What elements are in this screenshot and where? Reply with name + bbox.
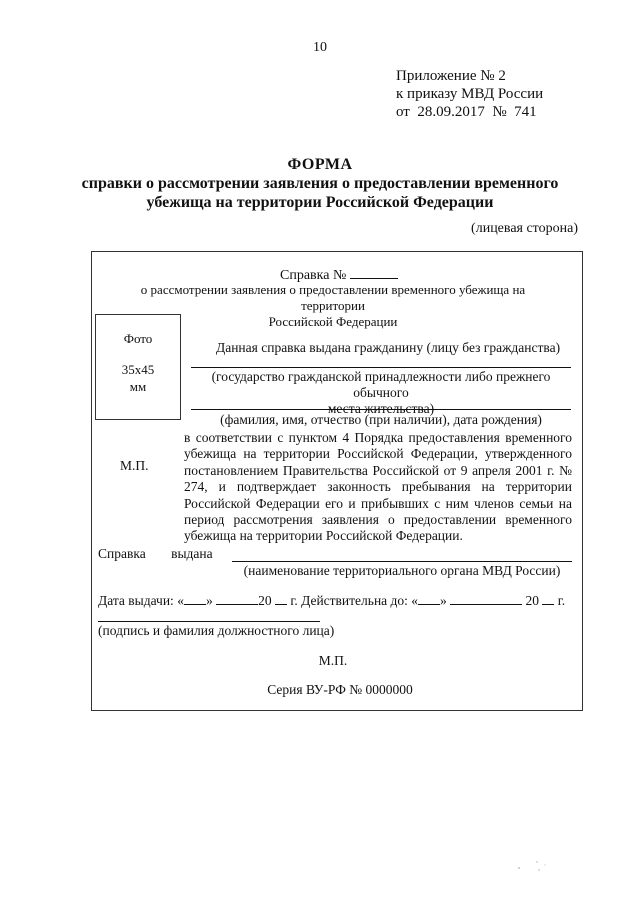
certificate-body-text: в соответствии с пунктом 4 Порядка предоставления временного убежища на территории Российской Федерации, утвержденного постановлением Правительства Российской от 9 апреля 2001 г. № 274, и подтверждает законность пребывания на территории Российской Федерации его и прибывших с ним членов семьи на период рассмотрения заявления о предоставлении временного убежища на территории Российской Федерации. [184, 430, 572, 544]
issued-by-label [98, 546, 213, 562]
valid-month-blank[interactable] [450, 593, 522, 605]
subject-line-2: Российской Федерации [268, 314, 398, 329]
bottom-stamp-place-label: М.П. [318, 653, 348, 668]
signature-caption: (подпись и фамилия должностного лица) [98, 623, 335, 638]
side-note: (лицевая сторона) [471, 221, 578, 236]
issue-year-suffix: г. [290, 593, 298, 608]
photo-dimensions: 35x45 [121, 362, 155, 377]
organ-caption: (наименование территориального органа МВД России) [243, 563, 561, 578]
scan-specks [515, 858, 555, 878]
dates-row [98, 593, 565, 609]
document-title [60, 155, 580, 212]
valid-until-label: Действительна до: [301, 593, 408, 608]
fio-blank-line[interactable] [191, 409, 571, 410]
title-line-3: убежища на территории Российской Федерации [146, 194, 494, 211]
issue-year-prefix: 20 [258, 593, 272, 608]
state-caption-line-2: места жительства) [327, 401, 435, 416]
valid-quote-open: « [411, 593, 419, 608]
vydana-word: выдана [171, 546, 213, 561]
issue-day-blank[interactable] [184, 593, 206, 605]
stamp-place-label: М.П. [120, 458, 149, 473]
subject-line-1: о рассмотрении заявления о предоставлении временного убежища на территории [140, 282, 526, 313]
valid-quote-close: » [440, 593, 447, 608]
series-number: Серия ВУ-РФ № 0000000 [267, 682, 413, 697]
appendix-line-2: к приказу МВД России [396, 86, 544, 102]
issue-date-label: Дата выдачи: [98, 593, 174, 608]
title-line-2: справки о рассмотрении заявления о предоставлении временного [81, 175, 559, 192]
state-blank-line[interactable] [191, 367, 571, 368]
issue-year-blank[interactable] [275, 593, 287, 605]
photo-unit: мм [129, 379, 147, 394]
photo-size [96, 361, 180, 395]
spravka-word: Справка [98, 546, 146, 561]
issue-month-blank[interactable] [216, 593, 258, 605]
appendix-line-3: от 28.09.2017 № 741 [396, 104, 537, 120]
organ-blank-line[interactable] [232, 561, 572, 562]
certificate-number-label: Справка № [280, 268, 347, 283]
state-caption-line-1: (государство гражданской принадлежности либо прежнего обычного [211, 369, 551, 400]
issued-to-text: Данная справка выдана гражданину (лицу без гражданства) [216, 340, 561, 355]
issue-quote-close: » [205, 593, 213, 608]
appendix-header [396, 67, 543, 121]
valid-year-blank[interactable] [542, 593, 554, 605]
photo-label: Фото [123, 331, 153, 346]
photo-box [95, 314, 181, 420]
appendix-line-1: Приложение № 2 [396, 68, 506, 84]
page-number: 10 [313, 40, 327, 55]
valid-day-blank[interactable] [418, 593, 440, 605]
issue-quote-open: « [177, 593, 184, 608]
valid-year-suffix: г. [557, 593, 566, 608]
valid-year-prefix: 20 [525, 593, 540, 608]
signature-blank-line[interactable] [98, 621, 320, 622]
certificate-number-blank[interactable] [350, 266, 398, 279]
title-line-1: ФОРМА [287, 156, 353, 173]
fio-caption: (фамилия, имя, отчество (при наличии), дата рождения) [220, 412, 542, 427]
